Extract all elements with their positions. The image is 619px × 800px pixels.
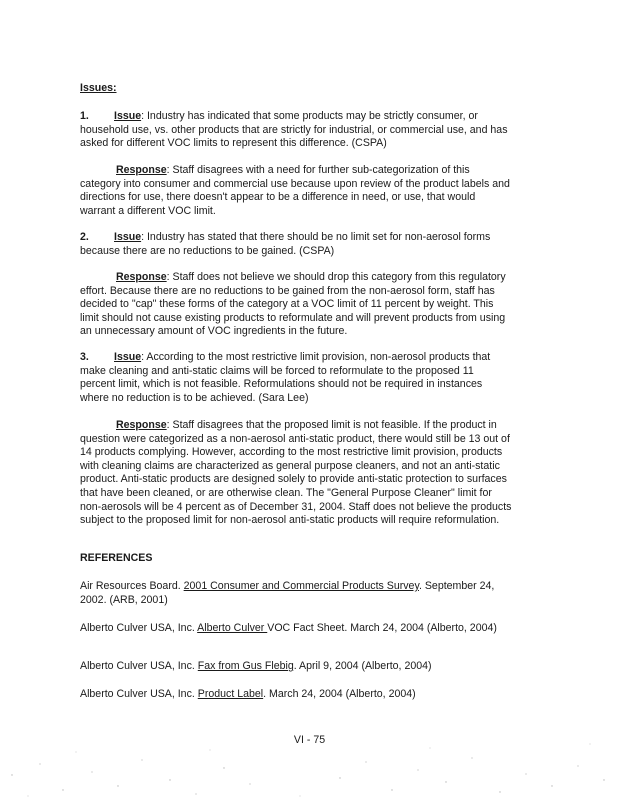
reference-item: Air Resources Board. 2001 Consumer and Commercial Products Survey. September 24, 2002. (ARB, 2001) <box>80 580 495 606</box>
reference-item: Alberto Culver USA, Inc. Alberto Culver VOC Fact Sheet. March 24, 2004 (Alberto, 2004) <box>80 622 497 634</box>
issue-number: 2. <box>80 231 89 243</box>
reference-title: Product Label <box>197 688 264 700</box>
issue-text: : According to the most restrictive limit provision, non-aerosol products that make cleaning and anti-static claims will be forced to reformulate to the proposed 11 percent limit, which is not feasible. Reformulations should not be required in instances where no reduction is to be achieved. (Sara Lee) <box>80 351 491 404</box>
response-3 <box>80 419 512 528</box>
issue-2 <box>80 231 512 258</box>
response-2 <box>80 271 512 339</box>
references-heading: REFERENCES <box>80 552 153 564</box>
issue-1 <box>80 110 512 151</box>
issues-heading: Issues: <box>80 82 117 94</box>
response-text: : Staff does not believe we should drop this category from this regulatory effort. Because there are no reductions to be gained from the non-aerosol form, staff has decided to "cap" these forms of the category at a VOC limit of 11 percent by weight. This limit should not cause existing products to reformulate and will prevent products from using an unnecessary amount of VOC ingredients in the future. <box>80 271 506 338</box>
reference-item: Alberto Culver USA, Inc. Fax from Gus Flebig. April 9, 2004 (Alberto, 2004) <box>80 660 432 672</box>
issue-label: Issue <box>114 110 142 122</box>
reference-title: 2001 Consumer and Commercial Products Survey <box>183 580 419 592</box>
response-text: : Staff disagrees with a need for further sub-categorization of this category into consumer and commercial use because upon review of the product labels and directions for use, there doesn't appear to be a difference in need, or use, that would warrant a different VOC limit. <box>80 164 510 217</box>
reference-title: Fax from Gus Flebig <box>197 660 294 672</box>
reference-title: Alberto Culver <box>197 622 268 634</box>
response-label: Response <box>116 271 167 283</box>
issue-text: : Industry has indicated that some products may be strictly consumer, or household use, vs. other products that are strictly for industrial, or commercial use, and has asked for different VOC limits to represent this difference. (CSPA) <box>80 110 508 150</box>
response-text: : Staff disagrees that the proposed limit is not feasible. If the product in question were categorized as a non-aerosol anti-static product, there would still be 13 out of 14 products complying. However, according to the most restrictive limit provision, products with cleaning claims are characterized as general purpose cleaners, and not an anti-static product. Anti-static products are designed solely to provide anti-static protection to surfaces that have been cleaned, or are otherwise clean. The "General Purpose Cleaner" limit for non-aerosols will be 4 percent as of December 31, 2004. Staff does not believe the products subject to the proposed limit for non-aerosol anti-static products will require reformulation. <box>80 419 512 527</box>
issue-text: : Industry has stated that there should be no limit set for non-aerosol forms because there are no reductions to be gained. (CSPA) <box>80 231 491 257</box>
scan-noise <box>0 720 619 800</box>
issue-label: Issue <box>114 231 142 243</box>
issue-3 <box>80 351 512 405</box>
issue-number: 1. <box>80 110 89 122</box>
reference-item: Alberto Culver USA, Inc. Product Label. March 24, 2004 (Alberto, 2004) <box>80 688 416 700</box>
issue-number: 3. <box>80 351 89 363</box>
page-number: VI - 75 <box>293 734 326 746</box>
response-label: Response <box>116 164 167 176</box>
response-label: Response <box>116 419 167 431</box>
response-1 <box>80 164 512 218</box>
issue-label: Issue <box>114 351 142 363</box>
